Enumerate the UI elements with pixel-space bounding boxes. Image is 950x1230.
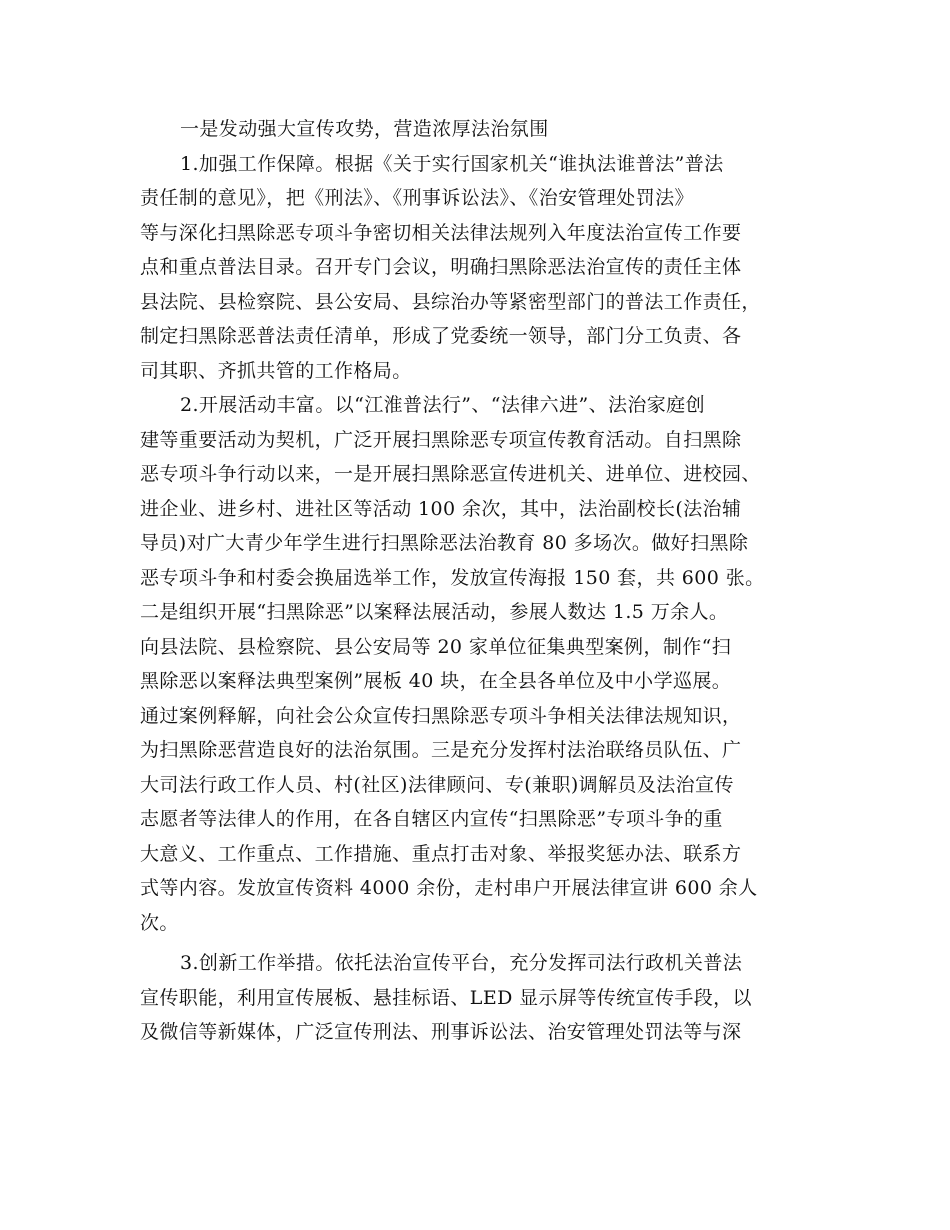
paragraph-line: 2.开展活动丰富。以“江淮普法行”、“法律六进”、法治家庭创 xyxy=(180,394,705,416)
document-body xyxy=(140,112,820,1050)
paragraph-line: 黑除恶以案释法典型案例”展板 40 块，在全县各单位及中小学巡展。 xyxy=(140,670,732,692)
paragraph-line: 恶专项斗争行动以来，一是开展扫黑除恶宣传进机关、进单位、进校园、 xyxy=(140,463,761,485)
paragraph-line: 向县法院、县检察院、县公安局等 20 家单位征集典型案例，制作“扫 xyxy=(140,635,732,658)
section-heading: 一是发动强大宣传攻势，营造浓厚法治氛围 xyxy=(180,118,549,140)
paragraph-line: 二是组织开展“扫黑除恶”以案释法展活动，参展人数达 1.5 万余人。 xyxy=(140,601,729,623)
paragraph-line: 志愿者等法律人的作用，在各自辖区内宣传“扫黑除恶”专项斗争的重 xyxy=(140,808,723,830)
paragraph-line: 恶专项斗争和村委会换届选举工作，发放宣传海报 150 套，共 600 张。 xyxy=(140,566,765,589)
paragraph-line: 大司法行政工作人员、村(社区)法律顾问、专(兼职)调解员及法治宣传 xyxy=(140,773,734,796)
paragraph-line: 通过案例释解，向社会公众宣传扫黑除恶专项斗争相关法律法规知识， xyxy=(140,704,742,727)
paragraph-line: 大意义、工作重点、工作措施、重点打击对象、举报奖惩办法、联系方 xyxy=(140,842,742,865)
paragraph-line: 式等内容。发放宣传资料 4000 余份，走村串户开展法律宣讲 600 余人 xyxy=(140,877,758,899)
paragraph-line: 建等重要活动为契机，广泛开展扫黑除恶专项宣传教育活动。自扫黑除 xyxy=(140,428,742,451)
paragraph-line: 宣传职能，利用宣传展板、悬挂标语、LED 显示屏等传统宣传手段，以 xyxy=(140,986,752,1009)
paragraph-line: 为扫黑除恶营造良好的法治氛围。三是充分发挥村法治联络员队伍、广 xyxy=(140,739,742,761)
paragraph-line: 进企业、进乡村、进社区等活动 100 余次，其中，法治副校长(法治辅 xyxy=(140,497,742,520)
paragraph-line: 3.创新工作举措。依托法治宣传平台，充分发挥司法行政机关普法 xyxy=(180,952,743,974)
paragraph-line: 制定扫黑除恶普法责任清单，形成了党委统一领导，部门分工负责、各 xyxy=(140,325,742,347)
paragraph-line: 次。 xyxy=(140,911,179,934)
paragraph-line: 司其职、齐抓共管的工作格局。 xyxy=(140,359,412,382)
paragraph-line: 及微信等新媒体，广泛宣传刑法、刑事诉讼法、治安管理处罚法等与深 xyxy=(140,1021,742,1043)
paragraph-line: 县法院、县检察院、县公安局、县综治办等紧密型部门的普法工作责任， xyxy=(140,290,761,313)
paragraph-line: 责任制的意见》，把《刑法》、《刑事诉讼法》、《治安管理处罚法》 xyxy=(140,187,694,209)
paragraph-line: 点和重点普法目录。召开专门会议，明确扫黑除恶法治宣传的责任主体 xyxy=(140,256,742,278)
paragraph-line: 等与深化扫黑除恶专项斗争密切相关法律法规列入年度法治宣传工作要 xyxy=(140,221,742,244)
paragraph-line: 1.加强工作保障。根据《关于实行国家机关“谁执法谁普法”普法 xyxy=(180,152,724,175)
paragraph-line: 导员)对广大青少年学生进行扫黑除恶法治教育 80 多场次。做好扫黑除 xyxy=(140,532,749,554)
